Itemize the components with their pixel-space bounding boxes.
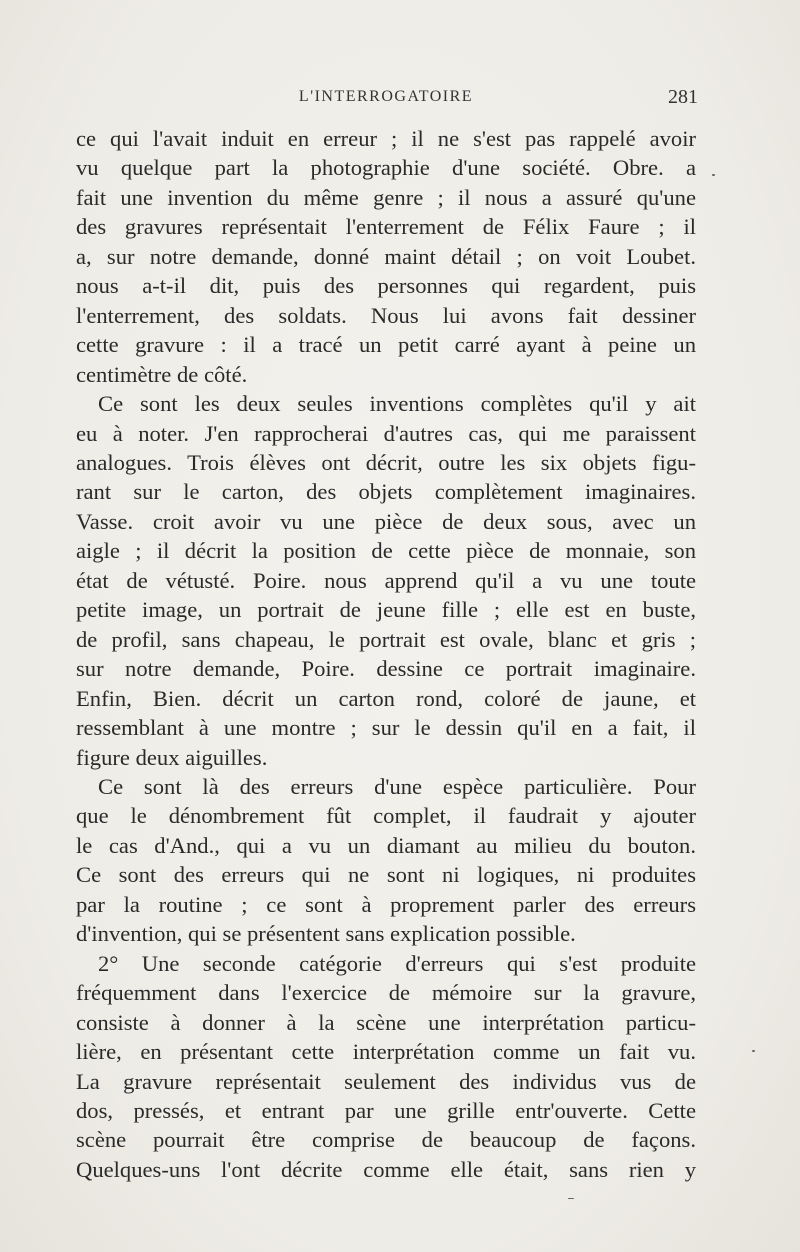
text-line: a, sur notre demande, donné maint détail ; on voit Loubet. — [76, 243, 696, 269]
text-line: vu quelque part la photographie d'une société. Obre. a — [76, 155, 696, 181]
text-line: fréquemment dans l'exercice de mémoire sur la gravure, — [76, 980, 696, 1006]
text-line: nous a-t-il dit, puis des personnes qui regardent, puis — [76, 273, 696, 299]
text-line: sur notre demande, Poire. dessine ce portrait imaginaire. — [76, 656, 696, 682]
paragraph-2 — [76, 389, 696, 772]
text-line: ce qui l'avait induit en erreur ; il ne s'est pas rappelé avoir — [76, 126, 696, 151]
page-number: 281 — [668, 86, 698, 108]
paper-speck — [752, 1050, 755, 1052]
text-line: rant sur le carton, des objets complètement imaginaires. — [76, 479, 696, 505]
text-line: 2° Une seconde catégorie d'erreurs qui s'est produite — [98, 950, 696, 976]
running-title: L'INTERROGATOIRE — [298, 88, 474, 105]
text-line: dos, pressés, et entrant par une grille entr'ouverte. Cette — [76, 1097, 696, 1123]
text-line: des gravures représentait l'enterrement de Félix Faure ; il — [76, 214, 696, 240]
text-line: état de vétusté. Poire. nous apprend qu'il a vu une toute — [76, 567, 696, 593]
text-line: lière, en présentant cette interprétation comme un fait vu. — [76, 1039, 696, 1065]
text-line: scène pourrait être comprise de beaucoup de façons. — [76, 1127, 696, 1153]
text-line: Ce sont les deux seules inventions complètes qu'il y ait — [98, 391, 696, 417]
text-line: Enfin, Bien. décrit un carton rond, coloré de jaune, et — [76, 685, 696, 711]
text-line: de profil, sans chapeau, le portrait est ovale, blanc et gris ; — [76, 626, 696, 652]
text-line: Vasse. croit avoir vu une pièce de deux sous, avec un — [76, 508, 696, 534]
text-line: le cas d'And., qui a vu un diamant au milieu du bouton. — [76, 832, 696, 858]
paper-speck — [568, 1198, 574, 1199]
text-line: centimètre de côté. — [76, 361, 248, 387]
text-line: figure deux aiguilles. — [76, 744, 268, 770]
text-line: fait une invention du même genre ; il nous a assuré qu'une — [76, 184, 696, 210]
body-text — [76, 124, 696, 1184]
text-line: aigle ; il décrit la position de cette pièce de monnaie, son — [76, 538, 696, 564]
text-line: Ce sont des erreurs qui ne sont ni logiques, ni produites — [76, 862, 696, 888]
text-line: La gravure représentait seulement des individus vus de — [76, 1068, 696, 1094]
page-header — [76, 88, 696, 114]
text-line: d'invention, qui se présentent sans explication possible. — [76, 921, 576, 947]
text-line: l'enterrement, des soldats. Nous lui avons fait dessiner — [76, 302, 696, 328]
paragraph-4 — [76, 949, 696, 1185]
text-line: ressemblant à une montre ; sur le dessin qu'il en a fait, il — [76, 715, 696, 741]
text-line: par la routine ; ce sont à proprement parler des erreurs — [76, 891, 696, 917]
paper-speck — [712, 174, 715, 176]
text-line: analogues. Trois élèves ont décrit, outre les six objets figu- — [76, 449, 696, 475]
paragraph-3 — [76, 772, 696, 949]
text-line: consiste à donner à la scène une interprétation particu- — [76, 1009, 696, 1035]
text-line: eu à noter. J'en rapprocherai d'autres cas, qui me paraissent — [76, 420, 696, 446]
text-line: Quelques-uns l'ont décrite comme elle était, sans rien y — [76, 1156, 696, 1182]
text-line: cette gravure : il a tracé un petit carré ayant à peine un — [76, 332, 696, 358]
text-line: Ce sont là des erreurs d'une espèce particulière. Pour — [98, 773, 696, 799]
paragraph-1 — [76, 124, 696, 389]
text-line: que le dénombrement fût complet, il faudrait y ajouter — [76, 803, 696, 829]
text-line: petite image, un portrait de jeune fille ; elle est en buste, — [76, 597, 696, 623]
